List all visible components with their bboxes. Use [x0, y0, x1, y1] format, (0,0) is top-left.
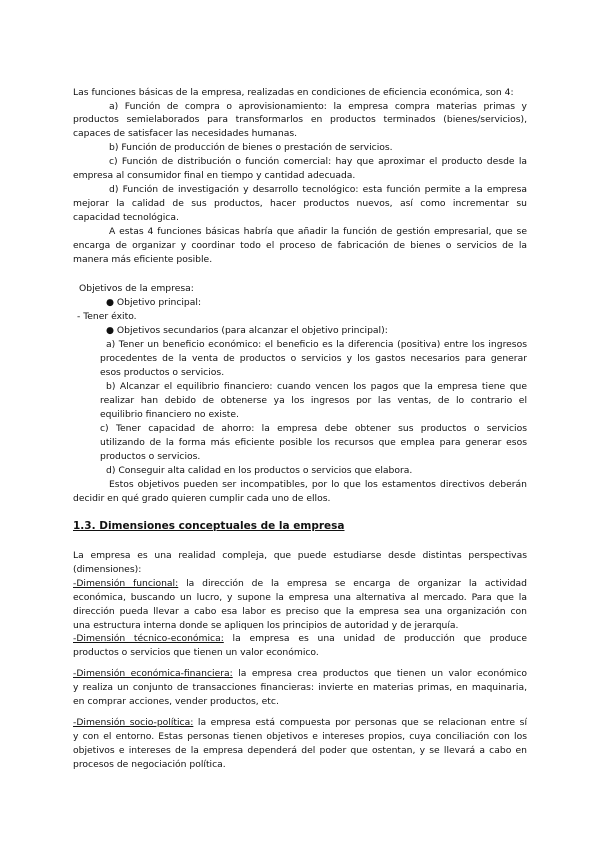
dimension-socio-label: -Dimensión socio-política: — [73, 717, 194, 728]
function-d-line-2: mejorar la calidad de sus productos, hacer productos nuevos, así como incrementar su — [73, 198, 527, 209]
function-a-line-3: capaces de satisfacer las necesidades humanas. — [73, 128, 298, 139]
objective-principal-label: ● Objetivo principal: — [106, 297, 202, 308]
function-b: b) Función de producción de bienes o prestación de servicios. — [109, 142, 393, 153]
dimension-tecnico-line-1: -Dimensión técnico-económica: la empresa es una unidad de producción que produce — [73, 633, 527, 644]
secondary-a-line-1: a) Tener un beneficio económico: el beneficio es la diferencia (positiva) entre los ingresos — [106, 339, 527, 350]
function-c-line-2: empresa al consumidor final en tiempo y cantidad adecuada. — [73, 170, 356, 181]
function-a-line-2: productos semielaborados para transformarlos en productos terminados (bienes/servicios), — [73, 114, 527, 125]
dimension-tecnico-line-2: productos o servicios que tienen un valor económico. — [73, 647, 319, 658]
secondary-b-line-2: realizar han debido de obtenerse ya los ingresos por las ventas, de lo contrario el — [100, 395, 527, 406]
extra-function-line-1: A estas 4 funciones básicas habría que añadir la función de gestión empresarial, que se — [109, 226, 527, 237]
dimension-socio-line-2: y con el entorno. Estas personas tienen objetivos e intereses propios, cuya conciliación con los — [73, 731, 527, 742]
objective-secondary-label: ● Objetivos secundarios (para alcanzar el objetivo principal): — [106, 325, 388, 336]
dimension-socio-line-3: objetivos e intereses de la empresa dependerá del poder que ostentan, y se llevará a cabo en — [73, 745, 527, 756]
dimension-financiera-line-2: y realiza un conjunto de transacciones financieras: invierte en materias primas, en maquinaria, — [73, 682, 527, 693]
secondary-c-line-3: productos o servicios. — [100, 451, 201, 462]
objectives-closing-line-1: Estos objetivos pueden ser incompatibles, por lo que los estamentos directivos deberán — [109, 479, 527, 490]
dimension-funcional-line-2: económica, buscando un lucro, y supone la empresa una alternativa al mercado. Para que la — [73, 592, 527, 603]
extra-function-line-3: manera más eficiente posible. — [73, 254, 213, 265]
function-c-line-1: c) Función de distribución o función comercial: hay que aproximar el producto desde la — [109, 156, 527, 167]
functions-lead: Las funciones básicas de la empresa, realizadas en condiciones de eficiencia económica, son 4: — [73, 87, 514, 98]
secondary-a-line-3: esos productos o servicios. — [100, 367, 225, 378]
function-d-line-3: capacidad tecnológica. — [73, 212, 179, 223]
dimension-socio-line-1: -Dimensión socio-política: la empresa está compuesta por personas que se relacionan entre sí — [73, 717, 527, 728]
secondary-b-line-1: b) Alcanzar el equilibrio financiero: cuando vencen los pagos que la empresa tiene que — [106, 381, 527, 392]
objectives-closing-line-2: decidir en qué grado quieren cumplir cada uno de ellos. — [73, 493, 331, 504]
section-intro-line-1: La empresa es una realidad compleja, que puede estudiarse desde distintas perspectivas — [73, 550, 527, 561]
secondary-d: d) Conseguir alta calidad en los productos o servicios que elabora. — [106, 465, 413, 476]
dimension-financiera-label: -Dimensión económica-financiera: — [73, 668, 233, 679]
dimension-funcional-line-3: dirección pueda llevar a cabo esa labor es preciso que la empresa sea una organización con — [73, 606, 527, 617]
secondary-a-line-2: procedentes de la venta de productos o servicios y los gastos necesarios para generar — [100, 353, 527, 364]
extra-function-line-2: encarga de organizar y coordinar todo el proceso de fabricación de bienes o servicios de la — [73, 240, 527, 251]
secondary-c-line-2: utilizando de la forma más eficiente posible los recursos que emplea para generar esos — [100, 437, 527, 448]
dimension-funcional-label: -Dimensión funcional: — [73, 578, 179, 589]
function-d-line-1: d) Función de investigación y desarrollo tecnológico: esta función permite a la empresa — [109, 184, 527, 195]
dimension-socio-line-4: procesos de negociación política. — [73, 759, 226, 770]
dimension-financiera-line-1: -Dimensión económica-financiera: la empresa crea productos que tienen un valor económico — [73, 668, 527, 679]
section-intro-line-2: (dimensiones): — [73, 564, 142, 575]
objectives-title: Objetivos de la empresa: — [79, 283, 194, 294]
dimension-funcional-line-1: -Dimensión funcional: la dirección de la empresa se encarga de organizar la actividad — [73, 578, 527, 589]
secondary-c-line-1: c) Tener capacidad de ahorro: la empresa debe obtener sus productos o servicios — [100, 423, 527, 434]
secondary-b-line-3: equilibrio financiero no existe. — [100, 409, 239, 420]
section-heading: 1.3. Dimensiones conceptuales de la empresa — [73, 520, 345, 532]
dimension-funcional-line-4: una estructura interna donde se apliquen los principios de autoridad y de jerarquía. — [73, 620, 459, 631]
dimension-financiera-line-3: en comprar acciones, vender productos, etc. — [73, 696, 279, 707]
dimension-tecnico-label: -Dimensión técnico-económica: — [73, 633, 224, 644]
objective-principal-item: - Tener éxito. — [77, 311, 137, 322]
function-a-line-1: a) Función de compra o aprovisionamiento: la empresa compra materias primas y — [109, 101, 527, 112]
